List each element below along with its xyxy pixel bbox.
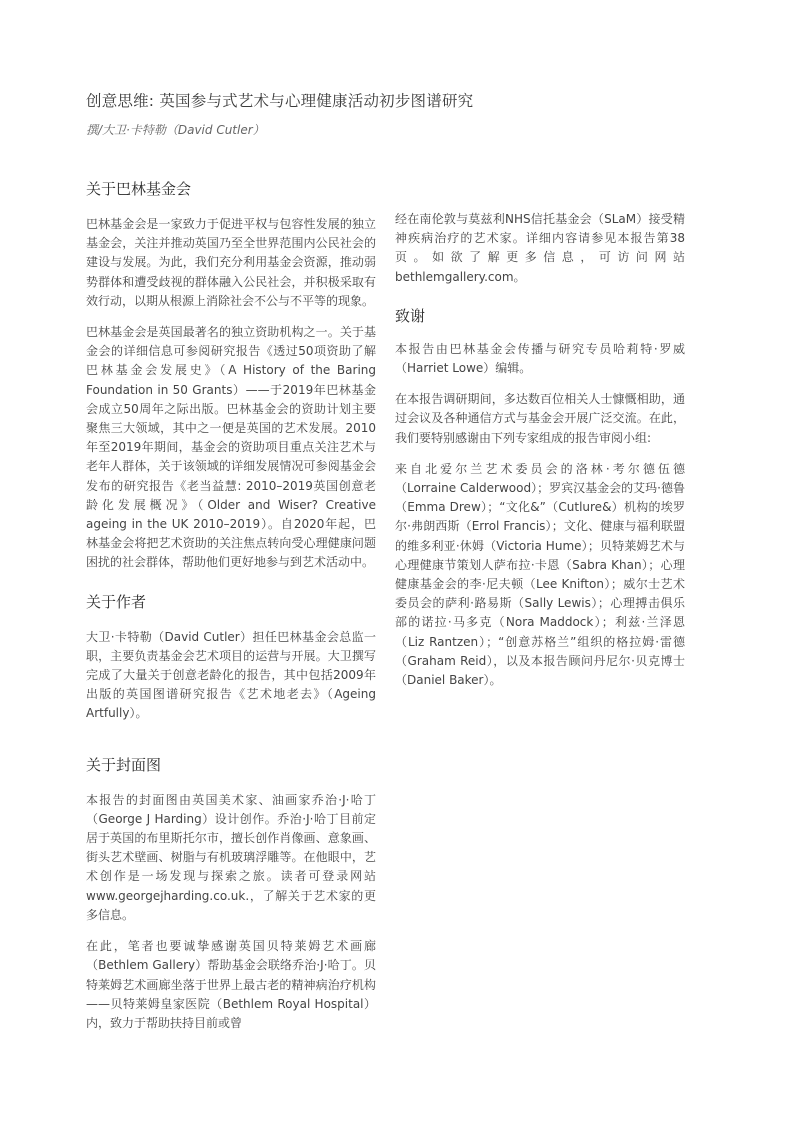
foundation-paragraph-1: 巴林基金会是一家致力于促进平权与包容性发展的独立基金会，关注并推动英国乃至全世界范围内公民社会的建设与发展。为此，我们充分利用基金会资源，推动弱势群体和遭受歧视的群体融入公民社会，并积极采取有效行动，以期从根源上消除社会不公与不平等的现象。 [86,217,376,308]
heading-cover: 关于封面图 [86,755,162,774]
cover-paragraph-2: 在此，笔者也要诚挚感谢英国贝特莱姆艺术画廊（Bethlem Gallery）帮助基金会联络乔治·J·哈丁。贝特莱姆艺术画廊坐落于世界上最古老的精神病治疗机构——贝特莱姆皇家医院（Bethlem Royal Hospital）内，致力于帮助扶持目前或曾 [86,939,376,1030]
heading-acknowledgements: 致谢 [395,306,426,325]
ack-paragraph-3: 来自北爱尔兰艺术委员会的洛林·考尔德伍德（Lorraine Calderwood）；罗宾汉基金会的艾玛·德鲁（Emma Drew）；“文化&”（Cutlure&）机构的埃罗尔·弗朗西斯（Errol Francis）；文化、健康与福利联盟的维多利亚·休姆（Victoria Hume）；贝特莱姆艺术与心理健康节策划人萨布拉·卡恩（Sabra Khan）；心理健康基金会的李·尼夫顿（Lee Knifton）；威尔士艺术委员会的萨利·路易斯（Sally Lewis）；心理搏击俱乐部的诺拉·马多克（Nora Maddock）；利兹·兰泽恩（Liz Rantzen）；“创意苏格兰”组织的格拉姆·雷德（Graham Reid），以及本报告顾问丹尼尔·贝克博士（Daniel Baker）。 [395,461,685,688]
heading-foundation: 关于巴林基金会 [86,180,192,198]
cover-paragraph-continued: 经在南伦敦与莫兹利NHS信托基金会（SLaM）接受精神疾病治疗的艺术家。详细内容请参见本报告第38页。如欲了解更多信息，可访问网站bethlemgallery.com。 [395,212,685,284]
right-column [395,210,685,702]
cover-paragraph-1: 本报告的封面图由英国美术家、油画家乔治·J·哈丁（George J Harding）设计创作。乔治·J·哈丁目前定居于英国的布里斯托尔市，擅长创作肖像画、意象画、街头艺术壁画、树脂与有机玻璃浮雕等。在他眼中，艺术创作是一场发现与探索之旅。读者可登录网站www.georgejharding.co.uk.，了解关于艺术家的更多信息。 [86,792,376,922]
foundation-paragraph-2: 巴林基金会是英国最著名的独立资助机构之一。关于基金会的详细信息可参阅研究报告《透过50项资助了解巴林基金会发展史》（A History of the Baring Foundation in 50 Grants）——于2019年巴林基金会成立50周年之际出版。巴林基金会的资助计划主要聚焦三大领域，其中之一便是英国的艺术发展。2010年至2019年期间，基金会的资助项目重点关注艺术与老年人群体，关于该领域的详细发展情况可参阅基金会发布的研究报告《老当益慧: 2010–2019英国创意老龄化发展概况》（Older and Wiser? Creative ageing in the UK 2010–2019）。自2020年起，巴林基金会将把艺术资助的关注焦点转向受心理健康问题困扰的社会群体，帮助他们更好地参与到艺术活动中。 [86,325,376,570]
author-paragraph: 大卫·卡特勒（David Cutler）担任巴林基金会总监一职，主要负责基金会艺术项目的运营与开展。大卫撰写完成了大量关于创意老龄化的报告，其中包括2009年出版的英国图谱研究报告《艺术地老去》（Ageing Artfully）。 [86,629,376,721]
left-column [86,178,376,1045]
report-title: 创意思维: 英国参与式艺术与心理健康活动初步图谱研究 [86,92,474,110]
heading-author: 关于作者 [86,592,147,611]
author-byline: 撰/大卫·卡特勒（David Cutler） [86,123,265,137]
ack-paragraph-1: 本报告由巴林基金会传播与研究专员哈莉特·罗威（Harriet Lowe）编辑。 [395,341,685,376]
ack-paragraph-2: 在本报告调研期间，多达数百位相关人士慷慨相助，通过会议及各种通信方式与基金会开展广泛交流。在此，我们要特别感谢由下列专家组成的报告审阅小组: [395,392,685,445]
